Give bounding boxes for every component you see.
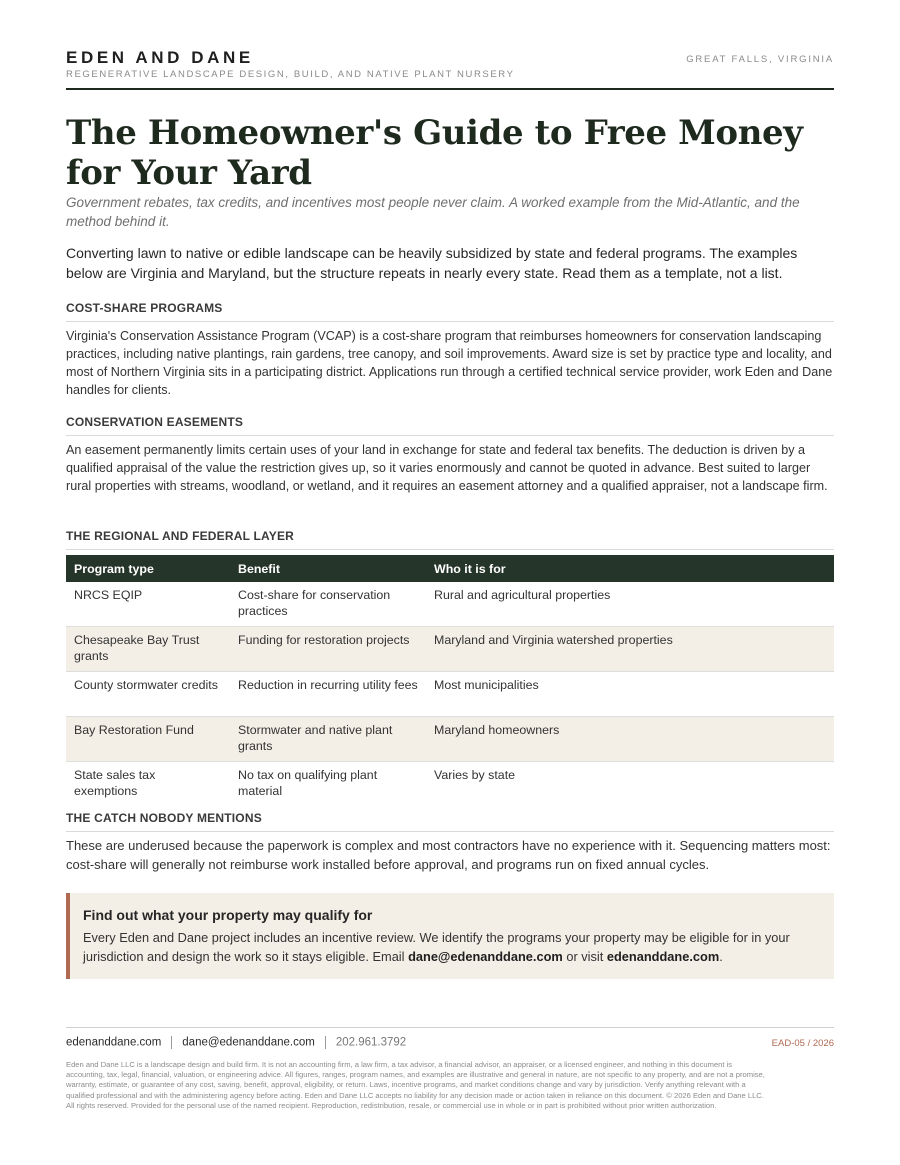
table-cell: Most municipalities — [426, 672, 834, 717]
table-cell: Varies by state — [434, 768, 516, 782]
page-title: The Homeowner's Guide to Free Money for Your Yard — [66, 113, 803, 193]
table-cell: State sales tax exemptions — [74, 768, 156, 798]
incentive-table — [66, 555, 834, 806]
document-page — [66, 0, 834, 1165]
callout-title: Find out what your property may qualify for — [83, 907, 373, 923]
table-cell: Stormwater and native plant grants — [230, 717, 426, 762]
incentive-callout — [66, 893, 834, 979]
table-cell: Chesapeake Bay Trust grants — [66, 627, 230, 672]
table-row — [66, 672, 834, 717]
table-cell: Bay Restoration Fund — [66, 717, 230, 762]
callout-body — [83, 928, 820, 966]
legal-disclaimer: Eden and Dane LLC is a landscape design and build firm. It is not an accounting firm, a law firm, a tax advisor, a financial advisor, an appraiser, or a licensed engineer, and nothing in this document is accounting, tax, legal, financial, valuation, or engineering advice. All figures, ranges, program names, and examples are illustrative and general in nature, are not specific to any property, and are not a promise, warranty, estimate, or guarantee of any cost, saving, benefit, approval, eligibility, or return. Laws, incentive programs, and market conditions change and vary by jurisdiction. Verify anything relevant with a qualified professional and with the administering agency before acting. Eden and Dane LLC accepts no liability for any decision made or action taken in reliance on this document. © 2026 Eden and Dane LLC. All rights reserved. Provided for the personal use of the named recipient. Reproduction, redistribution, resale, or commercial use in whole or in part is prohibited without prior written authorization. — [66, 1060, 765, 1110]
page-header — [66, 48, 834, 90]
table-cell: No tax on qualifying plant material — [238, 768, 378, 798]
table-cell: Rural and agricultural properties — [426, 582, 834, 627]
table-cell: NRCS EQIP — [66, 582, 230, 627]
page-footer — [66, 1027, 834, 1110]
table-cell: County stormwater credits — [66, 672, 230, 717]
callout-text: Every Eden and Dane project includes an incentive review. We identify the programs your property may be eligible for in your jurisdiction and design the work so it stays eligible. Email — [83, 930, 790, 964]
brand-name: EDEN AND DANE — [66, 48, 254, 67]
page-subtitle: Government rebates, tax credits, and incentives most people never claim. A worked example from the Mid-Atlantic, and the method behind it. — [66, 195, 800, 229]
column-header: Program type — [66, 555, 230, 582]
section-heading-easements: CONSERVATION EASEMENTS — [66, 415, 834, 436]
table-row — [66, 582, 834, 627]
email-link[interactable]: dane@edenanddane.com — [408, 949, 563, 964]
footer-website-link[interactable]: edenanddane.com — [66, 1036, 162, 1049]
footer-contacts — [66, 1036, 406, 1049]
column-header: Benefit — [230, 555, 426, 582]
section-body-easements: An easement permanently limits certain uses of your land in exchange for state and federal tax benefits. The deduction is driven by a qualified appraisal of the value the restriction gives up, so it varies enormously and cannot be quoted in advance. Best suited to larger rural properties with streams, woodland, or wetland, and it requires an easement attorney and a qualified appraiser, not a landscape firm. — [66, 443, 828, 493]
callout-text: or visit — [562, 949, 607, 964]
table-row — [66, 717, 834, 762]
section-heading-regional: THE REGIONAL AND FEDERAL LAYER — [66, 529, 834, 550]
table-cell: Reduction in recurring utility fees — [230, 672, 426, 717]
column-header: Who it is for — [426, 555, 834, 582]
table-cell: Maryland homeowners — [426, 717, 834, 762]
table-header-row — [66, 555, 834, 582]
section-heading-cost-share: COST-SHARE PROGRAMS — [66, 301, 834, 322]
footer-email-link[interactable]: dane@edenanddane.com — [182, 1036, 315, 1049]
footer-phone: 202.961.3792 — [335, 1036, 407, 1049]
website-link[interactable]: edenanddane.com — [606, 949, 720, 964]
section-body-cost-share: Virginia's Conservation Assistance Program (VCAP) is a cost-share program that reimburses homeowners for conservation landscaping practices, including native plantings, rain gardens, tree canopy, and soil improvements. Award size is set by practice type and locality, and most of Northern Virginia sits in a participating district. Applications run through a certified technical service provider, work Eden and Dane handles for clients. — [66, 329, 833, 397]
table-cell: Maryland and Virginia watershed properties — [426, 627, 834, 672]
intro-paragraph: Converting lawn to native or edible landscape can be heavily subsidized by state and federal programs. The examples below are Virginia and Maryland, but the structure repeats in nearly every state. Read them as a template, not a list. — [66, 245, 798, 281]
table-cell: Funding for restoration projects — [230, 627, 426, 672]
table-row — [66, 762, 834, 807]
table-row — [66, 627, 834, 672]
location-label: GREAT FALLS, VIRGINIA — [686, 54, 834, 65]
section-heading-catch: THE CATCH NOBODY MENTIONS — [66, 811, 834, 832]
footer-divider — [325, 1036, 326, 1049]
table-cell: Cost-share for conservation practices — [230, 582, 426, 627]
callout-text: . — [719, 949, 723, 964]
section-body-catch: These are underused because the paperwork is complex and most contractors have no experience with it. Sequencing matters most: cost-share will generally not reimburse work installed before approval, and programs run on fixed annual cycles. — [66, 838, 831, 872]
document-id: EAD-05 / 2026 — [771, 1038, 834, 1049]
brand-tagline: REGENERATIVE LANDSCAPE DESIGN, BUILD, AND NATIVE PLANT NURSERY — [66, 69, 515, 80]
footer-divider — [171, 1036, 172, 1049]
